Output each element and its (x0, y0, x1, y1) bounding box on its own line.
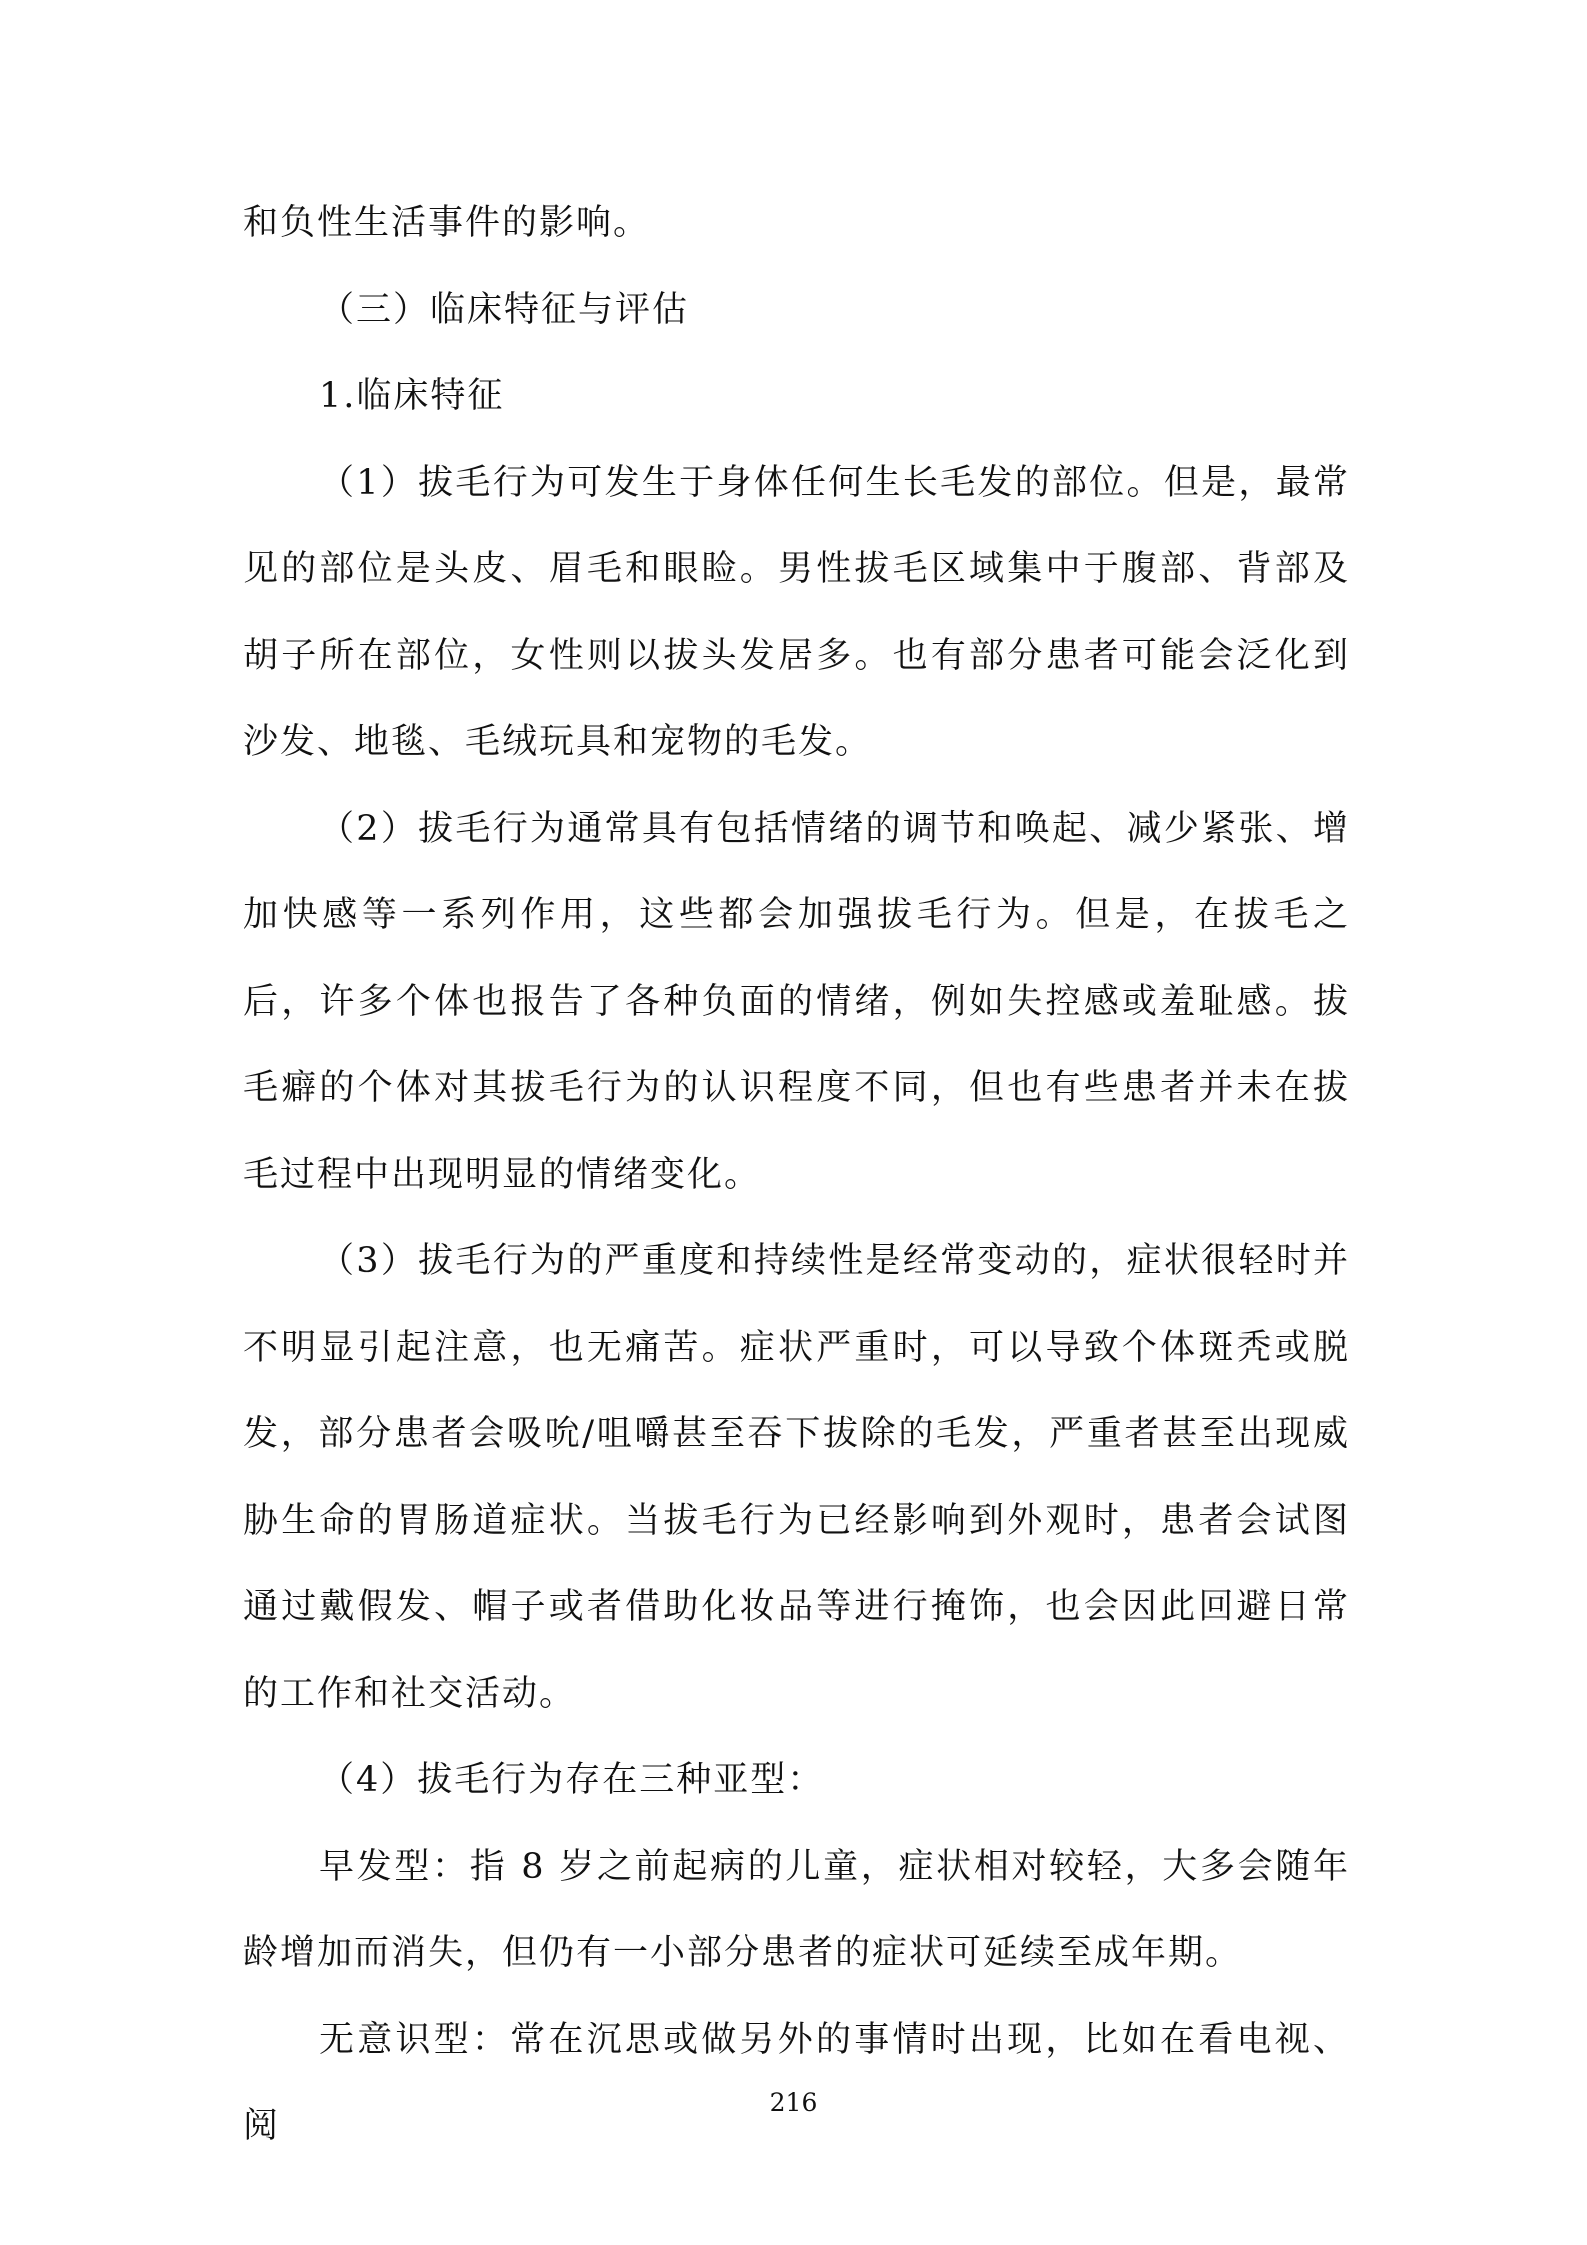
paragraph-item-2: （2）拔毛行为通常具有包括情绪的调节和唤起、减少紧张、增加快感等一系列作用，这些都会加强拔毛行为。但是，在拔毛之后，许多个体也报告了各种负面的情绪，例如失控感或羞耻感。拔毛癖的个体对其拔毛行为的认识程度不同，但也有些患者并未在拔毛过程中出现明显的情绪变化。 (243, 808, 1350, 1195)
paragraph-item-3: （3）拔毛行为的严重度和持续性是经常变动的，症状很轻时并不明显引起注意，也无痛苦。症状严重时，可以导致个体斑秃或脱发，部分患者会吸吮/咀嚼甚至吞下拔除的毛发，严重者甚至出现威胁生命的胃肠道症状。当拔毛行为已经影响到外观时，患者会试图通过戴假发、帽子或者借助化妆品等进行掩饰，也会因此回避日常的工作和社交活动。 (243, 1241, 1350, 1714)
paragraph-continuation: 和负性生活事件的影响。 (243, 203, 651, 243)
paragraph-item-1: （1）拔毛行为可发生于身体任何生长毛发的部位。但是，最常见的部位是头皮、眉毛和眼睑。男性拔毛区域集中于腹部、背部及胡子所在部位，女性则以拔头发居多。也有部分患者可能会泛化到沙发、地毯、毛绒玩具和宠物的毛发。 (243, 462, 1350, 762)
paragraph-item-4: （4）拔毛行为存在三种亚型： (319, 1760, 825, 1800)
paragraph-unconscious-type: 无意识型：常在沉思或做另外的事情时出现，比如在看电视、阅 (243, 2019, 1350, 2146)
page-body (243, 180, 1350, 2170)
paragraph-early-onset-type: 早发型：指 8 岁之前起病的儿童，症状相对较轻，大多会随年龄增加而消失，但仍有一小部分患者的症状可延续至成年期。 (243, 1846, 1350, 1973)
page-number: 216 (769, 2088, 818, 2117)
section-heading: （三）临床特征与评估 (319, 289, 690, 330)
subsection-heading: 1.临床特征 (319, 376, 505, 416)
